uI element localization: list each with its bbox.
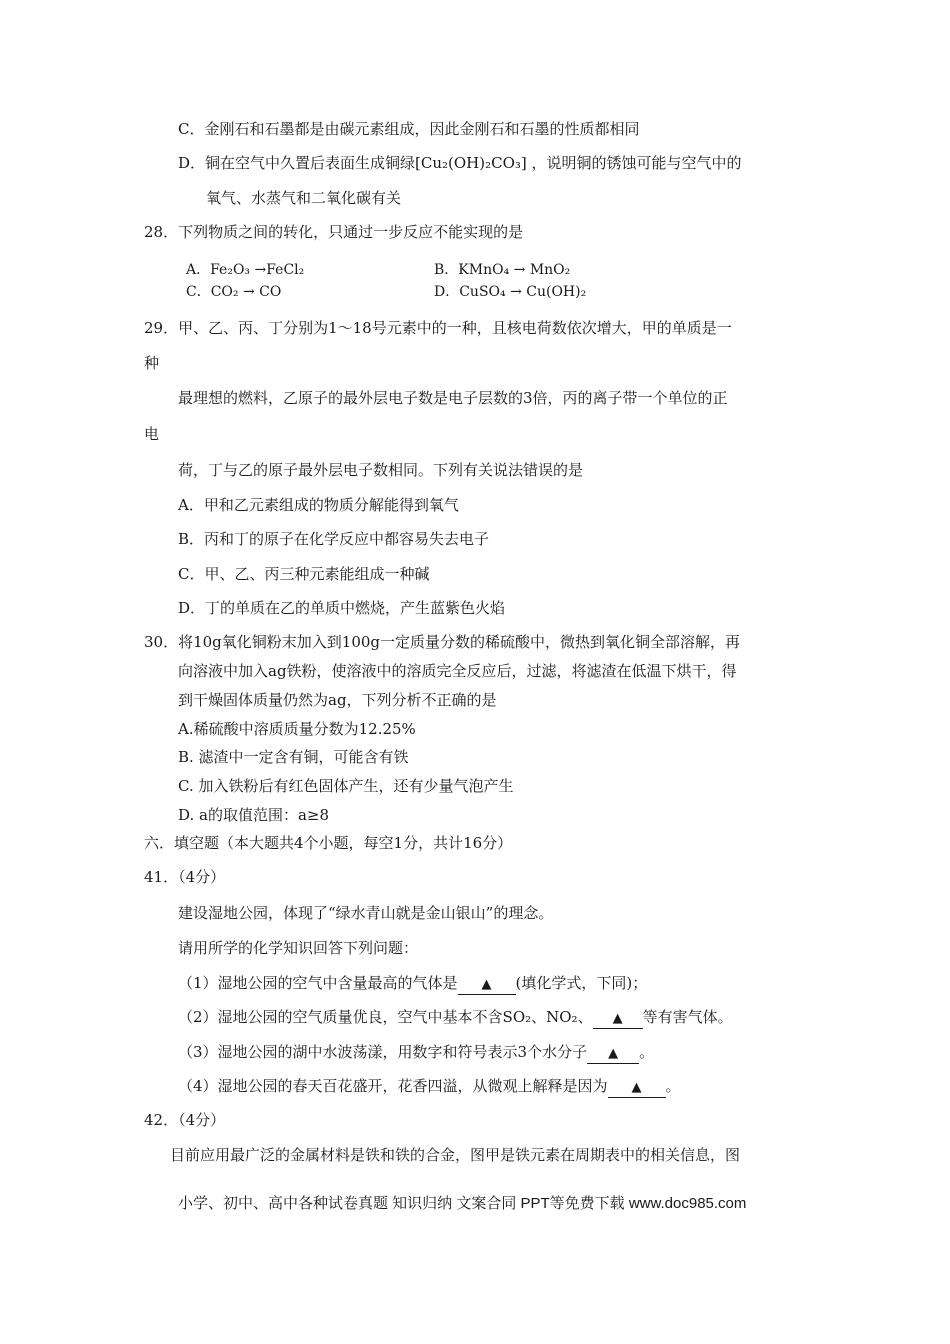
q41-part1-prefix: （1）湿地公园的空气中含量最高的气体是 <box>178 974 458 992</box>
q29-option-c: C．甲、乙、丙三种元素能组成一种碱 <box>178 565 430 583</box>
q41-part1-suffix: (填化学式，下同)； <box>515 974 648 992</box>
q27-option-d-line2: 氧气、水蒸气和二氧化碳有关 <box>206 189 402 207</box>
q29-option-a: A．甲和乙元素组成的物质分解能得到氧气 <box>178 496 459 514</box>
q30-line3: 到干燥固体质量仍然为ag，下列分析不正确的是 <box>178 691 497 709</box>
answer-blank <box>608 1077 666 1098</box>
answer-blank <box>458 974 516 995</box>
triangle-marker-icon: ▲ <box>631 1080 642 1095</box>
q28-option-a: A．Fe₂O₃ →FeCl₂ <box>186 262 305 278</box>
triangle-marker-icon: ▲ <box>612 1011 623 1026</box>
q29-line3: 最理想的燃料，乙原子的最外层电子数是电子层数的3倍，丙的离子带一个单位的正 <box>178 389 728 407</box>
q29-line4: 电 <box>144 425 160 443</box>
q30-option-b: B. 滤渣中一定含有铜，可能含有铁 <box>178 748 409 766</box>
page-footer: 小学、初中、高中各种试卷真题 知识归纳 文案合同 PPT等免费下载 www.doc985.com <box>178 1195 747 1212</box>
q30-option-c: C. 加入铁粉后有红色固体产生，还有少量气泡产生 <box>178 777 514 795</box>
q28-stem: 28．下列物质之间的转化，只通过一步反应不能实现的是 <box>144 223 524 241</box>
q41-intro-line2: 请用所学的化学知识回答下列问题： <box>178 939 419 957</box>
q41-part4-prefix: （4）湿地公园的春天百花盛开，花香四溢，从微观上解释是因为 <box>178 1077 608 1095</box>
q27-option-d-line1: D．铜在空气中久置后表面生成铜绿[Cu₂(OH)₂CO₃] ，说明铜的锈蚀可能与空气中的 <box>178 154 742 172</box>
q29-line1: 29．甲、乙、丙、丁分别为1～18号元素中的一种，且核电荷数依次增大，甲的单质是一 <box>144 319 732 337</box>
section-heading: 六．填空题（本大题共4个小题，每空1分，共计16分） <box>144 834 513 852</box>
q29-option-b: B．丙和丁的原子在化学反应中都容易失去电子 <box>178 530 490 548</box>
q41-part1 <box>178 973 647 995</box>
answer-blank <box>587 1043 639 1064</box>
q29-line5: 荷，丁与乙的原子最外层电子数相同。下列有关说法错误的是 <box>178 461 584 479</box>
q28-option-c: C．CO₂ → CO <box>186 284 282 300</box>
q41-part3-suffix: 。 <box>639 1043 655 1061</box>
triangle-marker-icon: ▲ <box>481 977 492 992</box>
q42-line1: 目前应用最广泛的金属材料是铁和铁的合金，图甲是铁元素在周期表中的相关信息，图 <box>170 1146 741 1164</box>
q41-heading: 41．（4分） <box>144 868 226 886</box>
q41-part2 <box>178 1007 733 1029</box>
q30-option-a: A.稀硫酸中溶质质量分数为12.25% <box>178 720 416 738</box>
q41-part4-suffix: 。 <box>665 1077 681 1095</box>
q28-option-d: D．CuSO₄ → Cu(OH)₂ <box>434 284 587 300</box>
q41-part2-suffix: 等有害气体。 <box>642 1008 733 1026</box>
q41-part4 <box>178 1076 681 1098</box>
q41-intro-line1: 建设湿地公园，体现了“绿水青山就是金山银山”的理念。 <box>178 904 554 922</box>
q29-option-d: D．丁的单质在乙的单质中燃烧，产生蓝紫色火焰 <box>178 599 506 617</box>
q30-option-d: D. a的取值范围：a≥8 <box>178 806 330 824</box>
q27-option-c: C．金刚石和石墨都是由碳元素组成，因此金刚石和石墨的性质都相同 <box>178 120 640 138</box>
q30-line1: 30．将10g氧化铜粉末加入到100g一定质量分数的稀硫酸中，微热到氧化铜全部溶解，再 <box>144 633 741 651</box>
q28-option-b: B．KMnO₄ → MnO₂ <box>434 262 571 278</box>
q41-part3 <box>178 1042 654 1064</box>
q29-line2: 种 <box>144 354 160 372</box>
q30-line2: 向溶液中加入ag铁粉，使溶液中的溶质完全反应后，过滤，将滤渣在低温下烘干，得 <box>178 662 737 680</box>
q41-part3-prefix: （3）湿地公园的湖中水波荡漾，用数字和符号表示3个水分子 <box>178 1043 588 1061</box>
q41-part2-prefix: （2）湿地公园的空气质量优良，空气中基本不含SO₂、NO₂、 <box>178 1008 593 1026</box>
q42-heading: 42．（4分） <box>144 1111 226 1129</box>
answer-blank <box>593 1008 643 1029</box>
triangle-marker-icon: ▲ <box>608 1046 619 1061</box>
